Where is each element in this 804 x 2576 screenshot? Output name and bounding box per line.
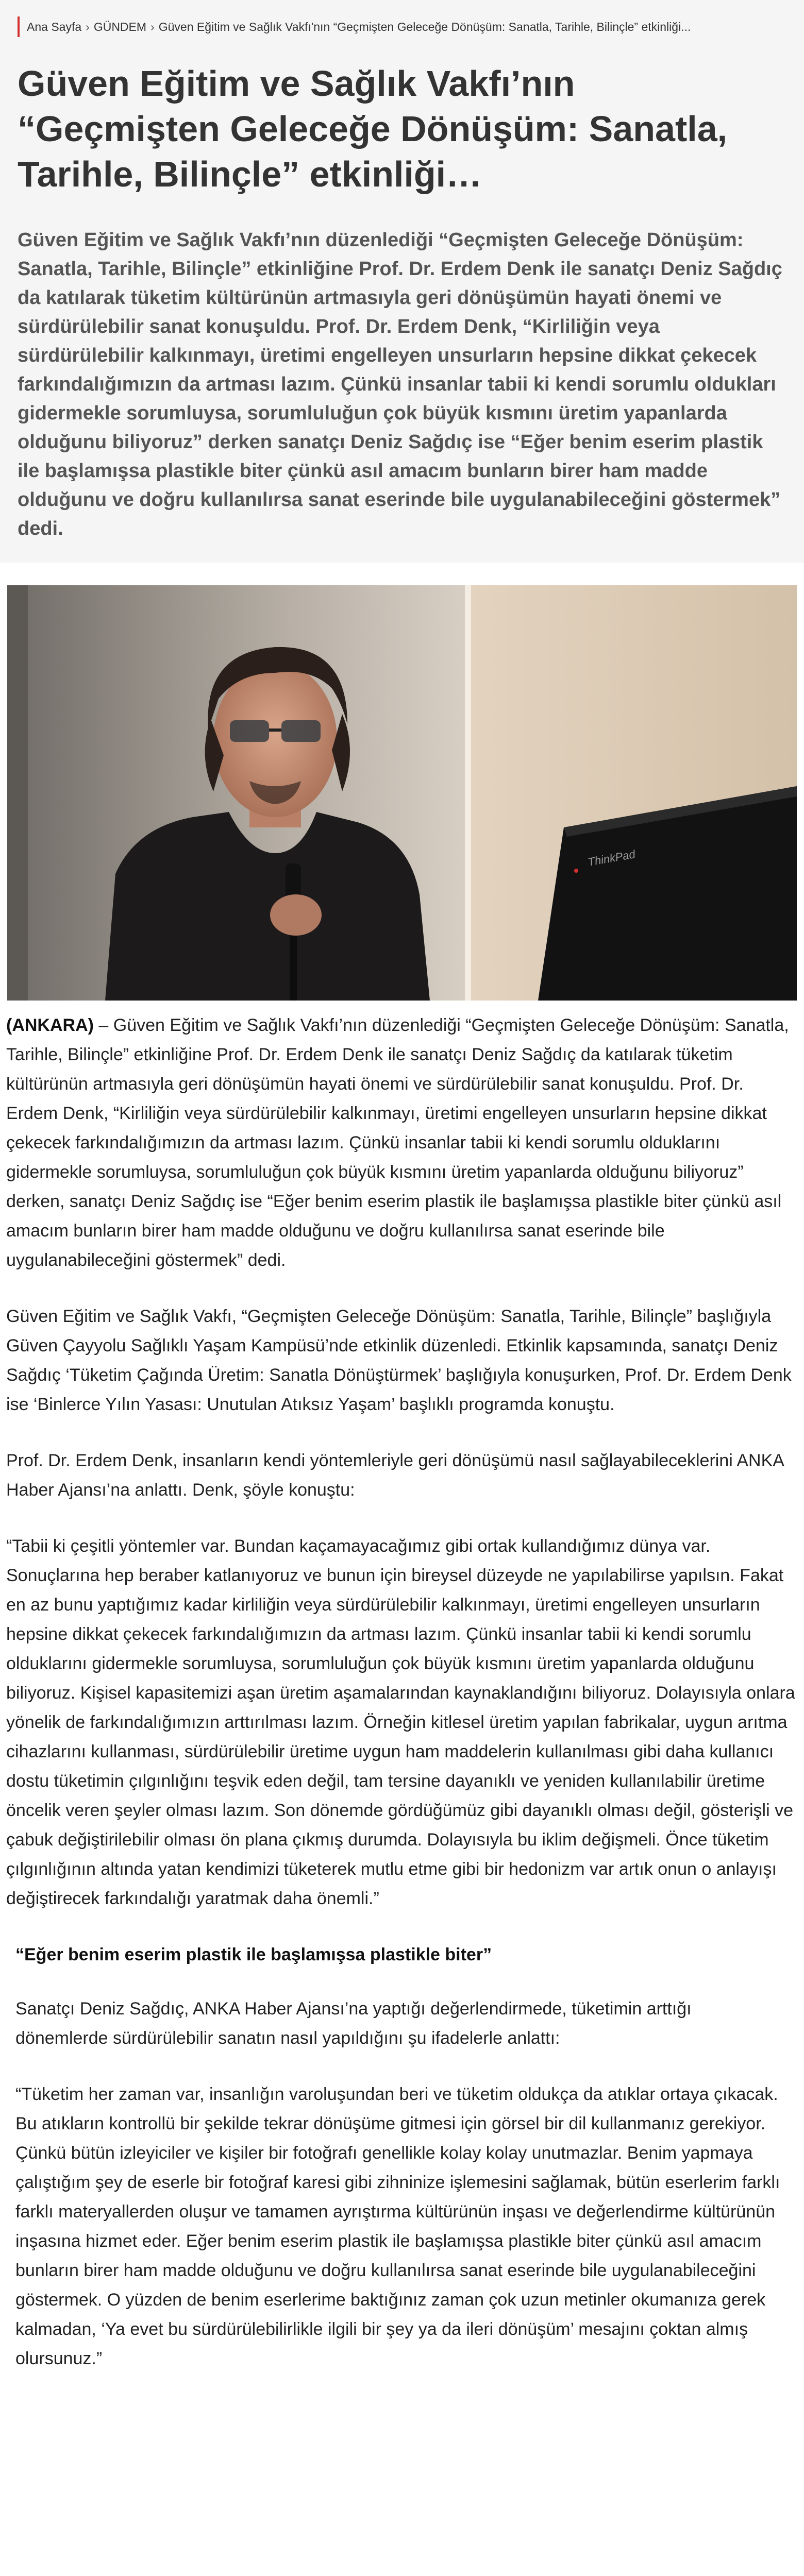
- hero-image: [7, 585, 797, 1001]
- article-paragraph: Güven Eğitim ve Sağlık Vakfı, “Geçmişten Geleceğe Dönüşüm: Sanatla, Tarihle, Bilinçle” başlığıyla Güven Çayyolu Sağlıklı Yaşam Kampüsü’nde etkinlik düzenledi. Etkinlik kapsamında, sanatçı Deniz Sağdıç ‘Tüketim Çağında Üretim: Sanatla Dönüştürmek’ başlığıyla konuşurken, Prof. Dr. Erdem Denk ise ‘Binlerce Yılın Yasası: Unutulan Atıksız Yaşam’ başlıklı programda konuştu.: [6, 1307, 792, 1414]
- article-paragraph: Sanatçı Deniz Sağdıç, ANKA Haber Ajansı’na yaptığı değerlendirmede, tüketimin arttığı dönemlerde sürdürülebilir sanatın nasıl yapıldığını şu ifadelerle anlattı:: [15, 1999, 692, 2048]
- breadcrumb: [18, 16, 786, 37]
- location-tag: (ANKARA): [6, 1015, 94, 1035]
- article-paragraph: [6, 1011, 798, 1275]
- paragraph-text: – Güven Eğitim ve Sağlık Vakfı’nın düzenlediği “Geçmişten Geleceğe Dönüşüm: Sanatla, Tarihle, Bilinçle” etkinliğine Prof. Dr. Erdem Denk ile sanatçı Deniz Sağdıç da katılarak tüketim kültürünün artmasıyla geri dönüşümün hayati önemi ve sürdürülebilir sanat konuşuldu. Prof. Dr. Erdem Denk, “Kirliliğin veya sürdürülebilir kalkınmayı, üretimi engelleyen unsurların hepsine dikkat çekecek farkındalığımızın da artması lazım. Çünkü insanlar tabii ki kendi sorumlu olduklarını gidermekle sorumluysa, sorumluluğun çok büyük kısmını üretim yapanlarda olduğunu biliyoruz” derken, sanatçı Deniz Sağdıç ise “Eğer benim eserim plastik ile başlamışsa plastikle biter çünkü asıl amacım bunların birer ham madde olduğunu ve doğru kullanılırsa sanat eserinde bile uygulanabileceğini göstermek” dedi.: [6, 1015, 789, 1270]
- article-paragraph: “Tabii ki çeşitli yöntemler var. Bundan kaçamayacağımız gibi ortak kullandığımız dünya var. Sonuçlarına hep beraber katlanıyoruz ve bunun için bireysel düzeyde ne yapılabilirse yapılsın. Fakat en az bunu yaptığımız kadar kirliliğin veya sürdürülebilir kalkınmayı, üretimi engelleyen unsurların hepsine dikkat çekecek farkındalığımızın da artması lazım. Çünkü insanlar tabii ki kendi sorumlu olduklarını gidermekle sorumluysa, sorumluluğun çok büyük kısmını üretim yapanlarda olduğunu biliyoruz. Kişisel kapasitemizi aşan üretim aşamalarından kaynaklandığını biliyoruz. Dolayısıyla onlara yönelik de farkındalığımızın arttırılması lazım. Örneğin kitlesel üretim yapılan fabrikalar, uygun arıtma cihazlarını kullanması, sürdürülebilir üretime uygun ham maddelerin kullanılması gibi daha kullanıcı dostu tüketimin çılgınlığını teşvik eden değil, tam tersine dayanıklı ve yeniden kullanılabilir üretime öncelik veren şeyler olması lazım. Son dönemde gördüğümüz gibi dayanıklı olması değil, gösterişli ve çabuk değiştirilebilir olması ön plana çıkmış durumda. Dolayısıyla bu iklim değişmeli. Önce tüketim çılgınlığının altında yatan kendimizi tüketerek mutlu etme gibi bir hedonizm var artık onun o anlayışı değiştirecek farkındalığı yaratmak daha önemli.”: [6, 1536, 795, 1908]
- breadcrumb-separator: ›: [150, 20, 155, 33]
- breadcrumb-separator: ›: [86, 20, 90, 33]
- article-summary: Güven Eğitim ve Sağlık Vakfı’nın düzenlediği “Geçmişten Geleceğe Dönüşüm: Sanatla, Tarihle, Bilinçle” etkinliğine Prof. Dr. Erdem Denk ile sanatçı Deniz Sağdıç da katılarak tüketim kültürünün artmasıyla geri dönüşümün hayati önemi ve sürdürülebilir sanat konuşuldu. Prof. Dr. Erdem Denk, “Kirliliğin veya sürdürülebilir kalkınmayı, üretimi engelleyen unsurların hepsine dikkat çekecek farkındalığımızın da artması lazım. Çünkü insanlar tabii ki kendi sorumlu oldukları gidermekle sorumluysa, sorumluluğun çok büyük kısmını üretim yapanlarda olduğunu biliyoruz” derken sanatçı Deniz Sağdıç ise “Eğer benim eserim plastik ile başlamışsa plastikle biter çünkü asıl amacım bunların birer ham madde olduğunu ve doğru kullanılırsa sanat eserinde bile uygulanabileceğini göstermek” dedi.: [18, 229, 782, 539]
- article-header: [0, 0, 804, 563]
- article-body: [0, 1001, 804, 2374]
- article-paragraph: “Tüketim her zaman var, insanlığın varoluşundan beri ve tüketim oldukça da atıklar ortaya çıkacak. Bu atıkların kontrollü bir şekilde tekrar dönüşüme gitmesi için görsel bir dil kullanmanız gerekiyor. Çünkü bütün izleyiciler ve kişiler bir fotoğrafı genellikle kolay kolay unutmazlar. Benim yapmaya çalıştığım şey de eserle bir fotoğraf karesi gibi zihninize işlemesini sağlamak, bütün eserlerim farklı farklı materyallerden oluşur ve tamamen ayrıştırma kültürünün inşası ve değerlendirme kültürünün inşasına hizmet eder. Eğer benim eserim plastik ile başlamışsa plastikle biter çünkü asıl amacım bunların birer ham madde olduğunu ve doğru kullanılırsa sanat eserinde bile uygulanabileceğini göstermek. O yüzden de benim eserlerime baktığınız zaman çok uzun metinler okumanıza gerek kalmadan, ‘Ya evet bu sürdürülebilirlikle ilgili bir şey ya da ileri dönüşüm’ mesajını çoktan almış olursunuz.”: [15, 2084, 780, 2368]
- breadcrumb-current: Güven Eğitim ve Sağlık Vakfı'nın “Geçmişten Geleceğe Dönüşüm: Sanatla, Tarihle, Bilinçle” etkinliği...: [158, 20, 691, 33]
- article-paragraph: Prof. Dr. Erdem Denk, insanların kendi yöntemleriyle geri dönüşümü nasıl sağlayabileceklerini ANKA Haber Ajansı’na anlattı. Denk, şöyle konuştu:: [6, 1451, 784, 1500]
- breadcrumb-category-link[interactable]: GÜNDEM: [93, 20, 147, 33]
- breadcrumb-home-link[interactable]: Ana Sayfa: [27, 20, 82, 33]
- page-title: Güven Eğitim ve Sağlık Vakfı’nın “Geçmişten Geleceğe Dönüşüm: Sanatla, Tarihle, Bilinçle” etkinliği…: [18, 63, 728, 194]
- article-subheading: “Eğer benim eserim plastik ile başlamışsa plastikle biter”: [15, 1945, 492, 1964]
- speaker-photo-icon: [7, 585, 797, 1001]
- laptop-logo: ThinkPad: [587, 848, 636, 869]
